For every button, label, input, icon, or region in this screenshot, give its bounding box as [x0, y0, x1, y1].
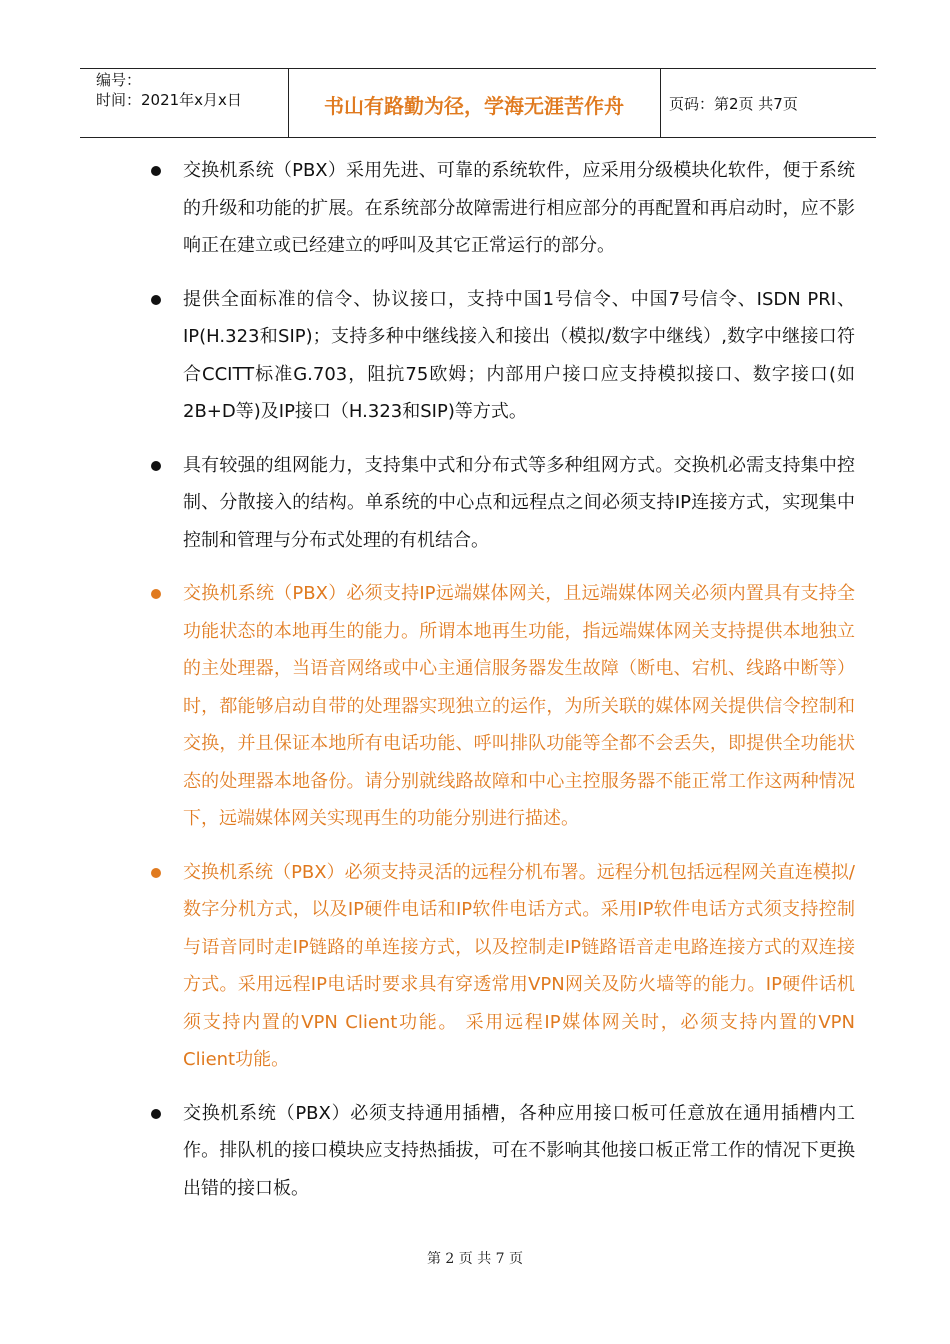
bullet-dot-icon	[151, 166, 161, 176]
page-header	[80, 68, 876, 138]
bullet-item-highlighted	[145, 854, 855, 1079]
bullet-item	[145, 447, 855, 560]
bullet-item-text: 提供全面标准的信令、协议接口，支持中国1号信令、中国7号信令、ISDN PRI、IP(H.323和SIP)；支持多种中继线接入和接出（模拟/数字中继线）,数字中继接口符合CCITT标准G.703，阻抗75欧姆；内部用户接口应支持模拟接口、数字接口(如2B+D等)及IP接口（H.323和SIP)等方式。	[183, 288, 855, 422]
bullet-item-text: 交换机系统（PBX）必须支持IP远端媒体网关，且远端媒体网关必须内置具有支持全功能状态的本地再生的能力。所谓本地再生功能，指远端媒体网关支持提供本地独立的主处理器，当语音网络或中心主通信服务器发生故障（断电、宕机、线路中断等）时，都能够启动自带的处理器实现独立的运作，为所关联的媒体网关提供信令控制和交换，并且保证本地所有电话功能、呼叫排队功能等全都不会丢失，即提供全功能状态的处理器本地备份。请分别就线路故障和中心主控服务器不能正常工作这两种情况下，远端媒体网关实现再生的功能分别进行描述。	[183, 583, 855, 829]
header-motto: 书山有路勤为径，学海无涯苦作舟	[324, 94, 624, 118]
bullet-dot-icon	[151, 295, 161, 305]
header-meta-cell	[80, 69, 289, 137]
bullet-item-text: 交换机系统（PBX）必须支持通用插槽，各种应用接口板可任意放在通用插槽内工作。排队机的接口模块应支持热插拔，可在不影响其他接口板正常工作的情况下更换出错的接口板。	[183, 1102, 855, 1199]
bullet-dot-icon	[151, 868, 161, 878]
bullet-item-text: 交换机系统（PBX）采用先进、可靠的系统软件，应采用分级模块化软件，便于系统的升级和功能的扩展。在系统部分故障需进行相应部分的再配置和再启动时，应不影响正在建立或已经建立的呼叫及其它正常运行的部分。	[183, 160, 855, 256]
bullet-item-highlighted	[145, 575, 855, 838]
document-body	[145, 152, 855, 1223]
bullet-item-text: 交换机系统（PBX）必须支持灵活的远程分机布署。远程分机包括远程网关直连模拟/数字分机方式，以及IP硬件电话和IP软件电话方式。采用IP软件电话方式须支持控制与语音同时走IP链路的单连接方式，以及控制走IP链路语音走电路连接方式的双连接方式。采用远程IP电话时要求具有穿透常用VPN网关及防火墙等的能力。IP硬件话机须支持内置的VPN Client功能。 采用远程IP媒体网关时，必须支持内置的VPN Client功能。	[183, 861, 855, 1070]
bullet-dot-icon	[151, 1109, 161, 1119]
bullet-item	[145, 281, 855, 431]
serial-label: 编号：	[96, 71, 142, 89]
header-page-label: 页码：第2页 共7页	[669, 95, 798, 113]
bullet-item	[145, 1095, 855, 1208]
page-footer: 第 2 页 共 7 页	[426, 1251, 524, 1267]
bullet-item	[145, 152, 855, 265]
bullet-item-text: 具有较强的组网能力，支持集中式和分布式等多种组网方式。交换机必需支持集中控制、分散接入的结构。单系统的中心点和远程点之间必须支持IP连接方式，实现集中控制和管理与分布式处理的有机结合。	[183, 454, 855, 551]
time-label: 时间：2021年x月x日	[96, 91, 242, 109]
bullet-dot-icon	[151, 461, 161, 471]
header-page-cell	[661, 69, 876, 137]
bullet-dot-icon	[151, 589, 161, 599]
header-title-cell	[288, 69, 661, 137]
